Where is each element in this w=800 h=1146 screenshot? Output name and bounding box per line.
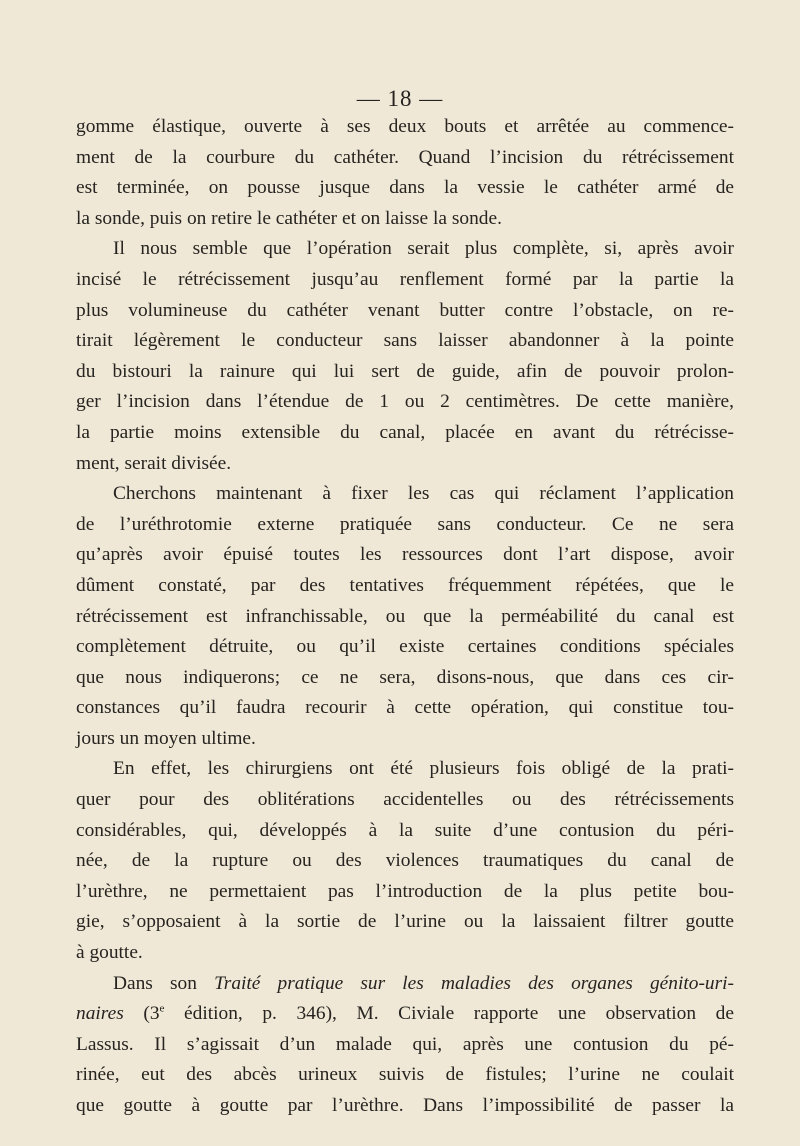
text-line: quer pour des oblitérations accidentelles ou des rétrécissements xyxy=(76,789,734,811)
text-line: rinée, eut des abcès urineux suivis de fistules; l’urine ne coulait xyxy=(76,1064,734,1086)
text-line: est terminée, on pousse jusque dans la vessie le cathéter armé de xyxy=(76,177,734,199)
text-line: complètement détruite, ou qu’il existe certaines conditions spéciales xyxy=(76,636,734,658)
text-line: dûment constaté, par des tentatives fréquemment répétées, que le xyxy=(76,574,734,596)
text-line: de l’uréthrotomie externe pratiquée sans conducteur. Ce ne sera xyxy=(76,513,734,535)
text-fragment: édition, p. 346), M. Civiale rapporte une observation de xyxy=(164,1003,734,1025)
book-title-italic-end: naires xyxy=(76,1003,124,1025)
text-line: ment de la courbure du cathéter. Quand l’incision du rétrécissement xyxy=(76,146,734,168)
text-line: constances qu’il faudra recourir à cette opération, qui constitue tou- xyxy=(76,697,734,719)
text-line: qu’après avoir épuisé toutes les ressources dont l’art dispose, avoir xyxy=(76,544,734,566)
text-line: Cherchons maintenant à fixer les cas qui réclament l’application xyxy=(113,483,734,505)
superscript: e xyxy=(159,1002,165,1015)
text-line: la partie moins extensible du canal, placée en avant du rétrécisse- xyxy=(76,421,734,443)
page-number: — 18 — xyxy=(356,86,444,111)
text-line: ger l’incision dans l’étendue de 1 ou 2 centimètres. De cette manière, xyxy=(76,391,734,413)
text-line: incisé le rétrécissement jusqu’au renflement formé par la partie la xyxy=(76,268,734,290)
text-line: la sonde, puis on retire le cathéter et on laisse la sonde. xyxy=(76,207,502,229)
text-line: rétrécissement est infranchissable, ou que la perméabilité du canal est xyxy=(76,605,734,627)
text-line: jours un moyen ultime. xyxy=(76,727,256,749)
text-line xyxy=(76,999,734,1030)
text-line: ment, serait divisée. xyxy=(76,452,232,474)
text-line: En effet, les chirurgiens ont été plusieurs fois obligé de la prati- xyxy=(113,758,734,780)
text-line: gomme élastique, ouverte à ses deux bouts et arrêtée au commence- xyxy=(76,116,734,137)
book-title-italic: Traité pratique sur les maladies des organes génito-uri- xyxy=(214,972,734,994)
text-line: que nous indiquerons; ce ne sera, disons-nous, que dans ces cir- xyxy=(76,666,734,688)
text-line: née, de la rupture ou des violences traumatiques du canal de xyxy=(76,850,734,872)
text-line: Lassus. Il s’agissait d’un malade qui, après une contusion du pé- xyxy=(76,1033,734,1055)
text-line xyxy=(76,969,734,1000)
text-line: considérables, qui, développés à la suite d’une contusion du péri- xyxy=(76,819,734,841)
text-line: à goutte. xyxy=(76,942,143,964)
text-line: que goutte à goutte par l’urèthre. Dans l’impossibilité de passer la xyxy=(76,1095,734,1116)
text-line: Il nous semble que l’opération serait plus complète, si, après avoir xyxy=(113,238,734,260)
text-line: plus volumineuse du cathéter venant butter contre l’obstacle, on re- xyxy=(76,299,734,321)
text-line: du bistouri la rainure qui lui sert de guide, afin de pouvoir prolon- xyxy=(76,360,734,382)
text-fragment: Dans son xyxy=(113,972,215,994)
text-fragment: (3 xyxy=(123,1003,160,1025)
text-line: tirait légèrement le conducteur sans laisser abandonner à la pointe xyxy=(76,330,734,352)
body-text xyxy=(76,112,734,1122)
text-line: l’urèthre, ne permettaient pas l’introduction de la plus petite bou- xyxy=(76,880,734,902)
text-line: gie, s’opposaient à la sortie de l’urine ou la laissaient filtrer goutte xyxy=(76,911,734,933)
